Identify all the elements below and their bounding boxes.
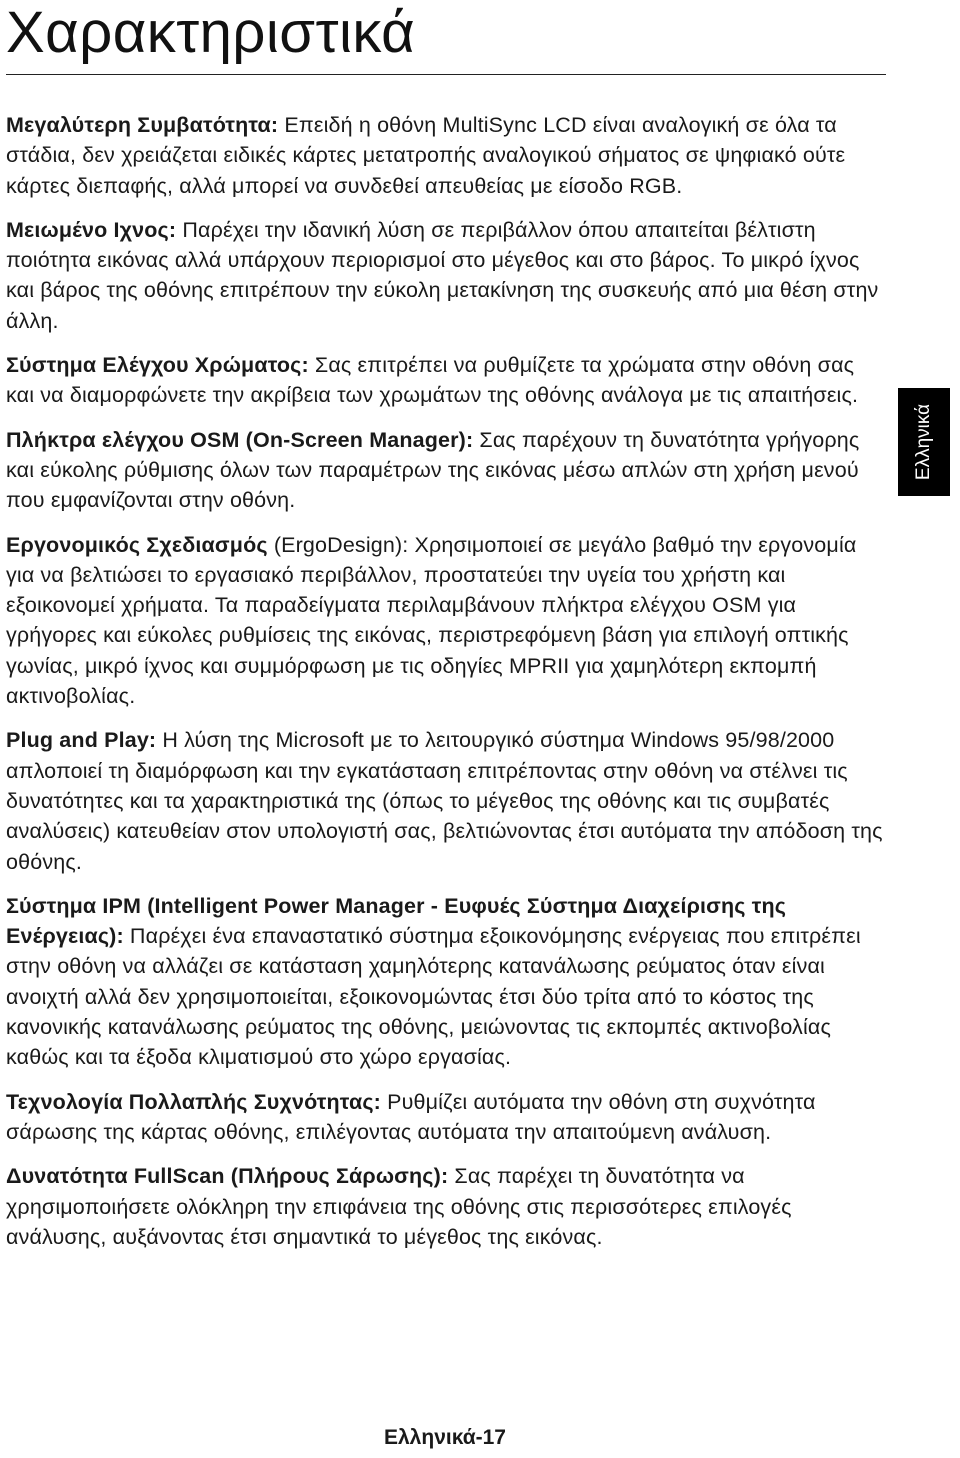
feature-color-control bbox=[6, 350, 886, 411]
feature-text: Παρέχει ένα επαναστατικό σύστημα εξοικονόμησης ενέργειας που επιτρέπει στην οθόνη να αλλάζει σε κατάσταση χαμηλότερης κατανάλωσης ρεύματος όταν είναι ανοιχτή αλλά δεν χρησιμοποιείται, εξοικονομώντας έτσι δύο τρίτα από το κόστος της κανονικής κατανάλωσης ρεύματος της οθόνης, μειώνοντας τις εκπομπές ακτινοβολίας καθώς και τα έξοδα κλιματισμού στο χώρο εργασίας. bbox=[6, 924, 861, 1070]
feature-term: Σύστημα Ελέγχου Χρώματος: bbox=[6, 353, 309, 378]
feature-ipm bbox=[6, 891, 886, 1073]
feature-term: Δυνατότητα FullScan (Πλήρους Σάρωσης): bbox=[6, 1164, 449, 1189]
features-list bbox=[6, 110, 886, 1266]
feature-term: Εργονομικός Σχεδιασμός bbox=[6, 532, 268, 557]
language-label: Ελληνικά bbox=[913, 403, 934, 481]
title-divider bbox=[6, 74, 886, 75]
feature-text: Σας παρέχουν τη δυνατότητα γρήγορης και εύκολης ρύθμισης όλων των παραμέτρων της εικόνας μέσω απλών στη χρήση μενού που εμφανίζονται στην οθόνη. bbox=[6, 427, 860, 513]
feature-text: Σας παρέχει τη δυνατότητα να χρησιμοποιήσετε ολόκληρη την επιφάνεια της οθόνης στις περισσότερες επιλογές ανάλυσης, αυξάνοντας έτσι σημαντικά το μέγεθος της εικόνας. bbox=[6, 1164, 792, 1249]
feature-term: Τεχνολογία Πολλαπλής Συχνότητας: bbox=[6, 1089, 381, 1114]
feature-term: Πλήκτρα ελέγχου OSM (On-Screen Manager): bbox=[6, 427, 474, 452]
feature-text: Επειδή η οθόνη MultiSync LCD είναι αναλογική σε όλα τα στάδια, δεν χρειάζεται ειδικές κάρτες μετατροπής αναλογικού σήματος σε ψηφιακό ούτε κάρτες διεπαφής, αλλά μπορεί να συνδεθεί απευθείας με είσοδο RGB. bbox=[6, 113, 846, 198]
page-number: Ελληνικά-17 bbox=[384, 1426, 506, 1449]
feature-text: Παρέχει την ιδανική λύση σε περιβάλλον όπου απαιτείται βέλτιστη ποιότητα εικόνας αλλά υπάρχουν περιορισμοί στο μέγεθος και στο βάρος. Το μικρό ίχνος και βάρος της οθόνης επιτρέπουν την εύκολη μετακίνηση της συσκευής από μια θέση στην άλλη. bbox=[6, 217, 879, 333]
feature-ergodesign bbox=[6, 530, 886, 712]
feature-osm-controls bbox=[6, 425, 886, 516]
page-title: Χαρακτηριστικά bbox=[6, 0, 416, 65]
feature-text: Σας επιτρέπει να ρυθμίζετε τα χρώματα στην οθόνη σας και να διαμορφώνετε την ακρίβεια των χρωμάτων της οθόνης ανάλογα με τις απαιτήσεις. bbox=[6, 353, 859, 408]
feature-text: Η λύση της Microsoft με το λειτουργικό σύστημα Windows 95/98/2000 απλοποιεί τη διαμόρφωση και την εγκατάσταση επιτρέποντας στην οθόνη να στέλνει τις δυνατότητες και τα χαρακτηριστικά της (όπως το μέγεθος της οθόνης και τις συμβατές αναλύσεις) κατευθείαν στον υπολογιστή σας, βελτιώνοντας έτσι αυτόματα την απόδοση της οθόνης. bbox=[6, 728, 883, 874]
feature-text: (ErgoDesign): Χρησιμοποιεί σε μεγάλο βαθμό την εργονομία για να βελτιώσει το εργασιακό περιβάλλον, προστατεύει την υγεία του χρήστη και εξοικονομεί χρήματα. Τα παραδείγματα περιλαμβάνουν πλήκτρα ελέγχου OSM για γρήγορες και εύκολες ρυθμίσεις της εικόνας, περιστρεφόμενη βάση για επιλογή οπτικής γωνίας, μικρό ίχνος και συμμόρφωση με τις οδηγίες MPRII για χαμηλότερη εκπομπή ακτινοβολίας. bbox=[6, 532, 857, 709]
language-side-tab bbox=[898, 388, 950, 496]
feature-fullscan bbox=[6, 1161, 886, 1252]
feature-text: Ρυθμίζει αυτόματα την οθόνη στη συχνότητα σάρωσης της κάρτας οθόνης, επιλέγοντας αυτόματα την απαιτούμενη ανάλυση. bbox=[6, 1089, 816, 1144]
feature-term: Σύστημα IPM (Intelligent Power Manager - Ευφυές Σύστημα Διαχείρισης της Ενέργειας): bbox=[6, 893, 787, 949]
feature-term: Plug and Play: bbox=[6, 728, 157, 753]
feature-plug-and-play bbox=[6, 725, 886, 876]
feature-multiple-frequency bbox=[6, 1087, 886, 1148]
feature-term: Μειωμένο Ιχνος: bbox=[6, 217, 177, 242]
feature-footprint bbox=[6, 215, 886, 336]
feature-compatibility bbox=[6, 110, 886, 201]
feature-term: Μεγαλύτερη Συμβατότητα: bbox=[6, 113, 279, 137]
